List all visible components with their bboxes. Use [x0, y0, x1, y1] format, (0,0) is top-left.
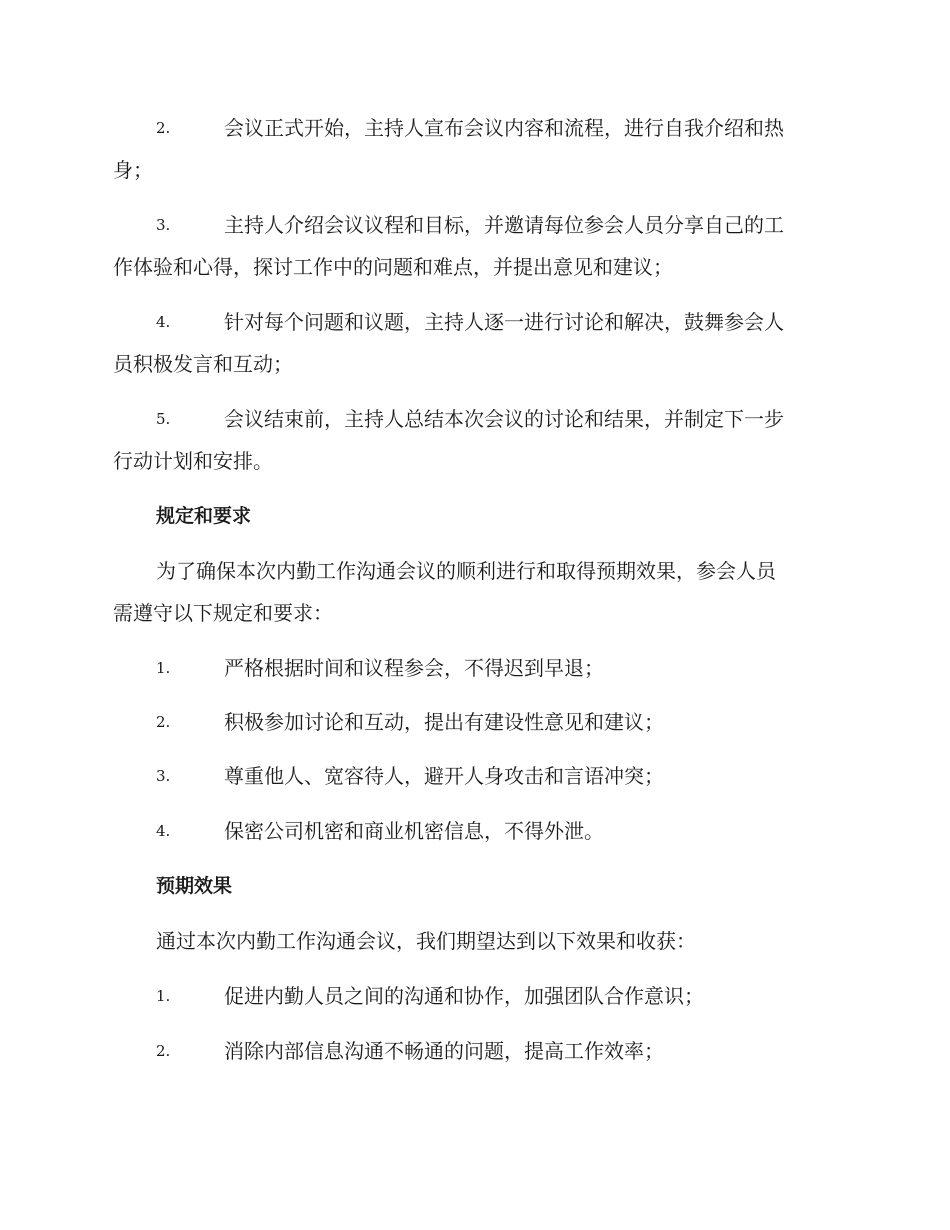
section-heading-rules: 规定和要求: [156, 505, 252, 527]
rule-item: [113, 654, 833, 684]
rule-number: 2.: [156, 713, 171, 731]
step-text-line2: 行动计划和安排。: [113, 449, 273, 473]
step-item: [113, 114, 833, 184]
step-text-line1: 会议结束前，主持人总结本次会议的讨论和结果，并制定下一步: [224, 407, 784, 431]
effect-text: 消除内部信息沟通不畅通的问题，提高工作效率；: [224, 1039, 664, 1063]
step-text-line2: 身；: [113, 158, 153, 182]
effect-item: [113, 982, 833, 1012]
step-number: 3.: [156, 216, 171, 234]
rule-number: 3.: [156, 767, 171, 785]
rules-intro-line2: 需遵守以下规定和要求：: [113, 601, 333, 625]
rule-item: [113, 762, 833, 792]
rule-text: 保密公司机密和商业机密信息，不得外泄。: [224, 819, 604, 843]
step-text-line1: 针对每个问题和议题，主持人逐一进行讨论和解决，鼓舞参会人: [224, 310, 784, 334]
effect-text: 促进内勤人员之间的沟通和协作，加强团队合作意识；: [224, 984, 704, 1008]
rule-item: [113, 708, 833, 738]
step-number: 2.: [156, 119, 171, 137]
rule-number: 4.: [156, 822, 171, 840]
effect-number: 2.: [156, 1042, 171, 1060]
effect-number: 1.: [156, 987, 171, 1005]
step-number: 4.: [156, 313, 171, 331]
rule-item: [113, 817, 833, 847]
step-item: [113, 308, 833, 378]
effects-intro: 通过本次内勤工作沟通会议，我们期望达到以下效果和收获：: [156, 929, 696, 953]
step-item: [113, 211, 833, 281]
step-item: [113, 405, 833, 475]
rule-text: 尊重他人、宽容待人，避开人身攻击和言语冲突；: [224, 764, 664, 788]
rule-number: 1.: [156, 659, 171, 677]
effect-item: [113, 1037, 833, 1067]
step-text-line1: 会议正式开始，主持人宣布会议内容和流程，进行自我介绍和热: [224, 116, 784, 140]
rules-intro-line1: 为了确保本次内勤工作沟通会议的顺利进行和取得预期效果，参会人员: [156, 559, 776, 583]
step-text-line1: 主持人介绍会议议程和目标，并邀请每位参会人员分享自己的工: [224, 213, 784, 237]
rule-text: 严格根据时间和议程参会，不得迟到早退；: [224, 656, 604, 680]
section-heading-effects: 预期效果: [156, 875, 233, 897]
step-number: 5.: [156, 410, 171, 428]
step-text-line2: 员积极发言和互动；: [113, 352, 293, 376]
step-text-line2: 作体验和心得，探讨工作中的问题和难点，并提出意见和建议；: [113, 255, 673, 279]
rule-text: 积极参加讨论和互动，提出有建设性意见和建议；: [224, 710, 664, 734]
